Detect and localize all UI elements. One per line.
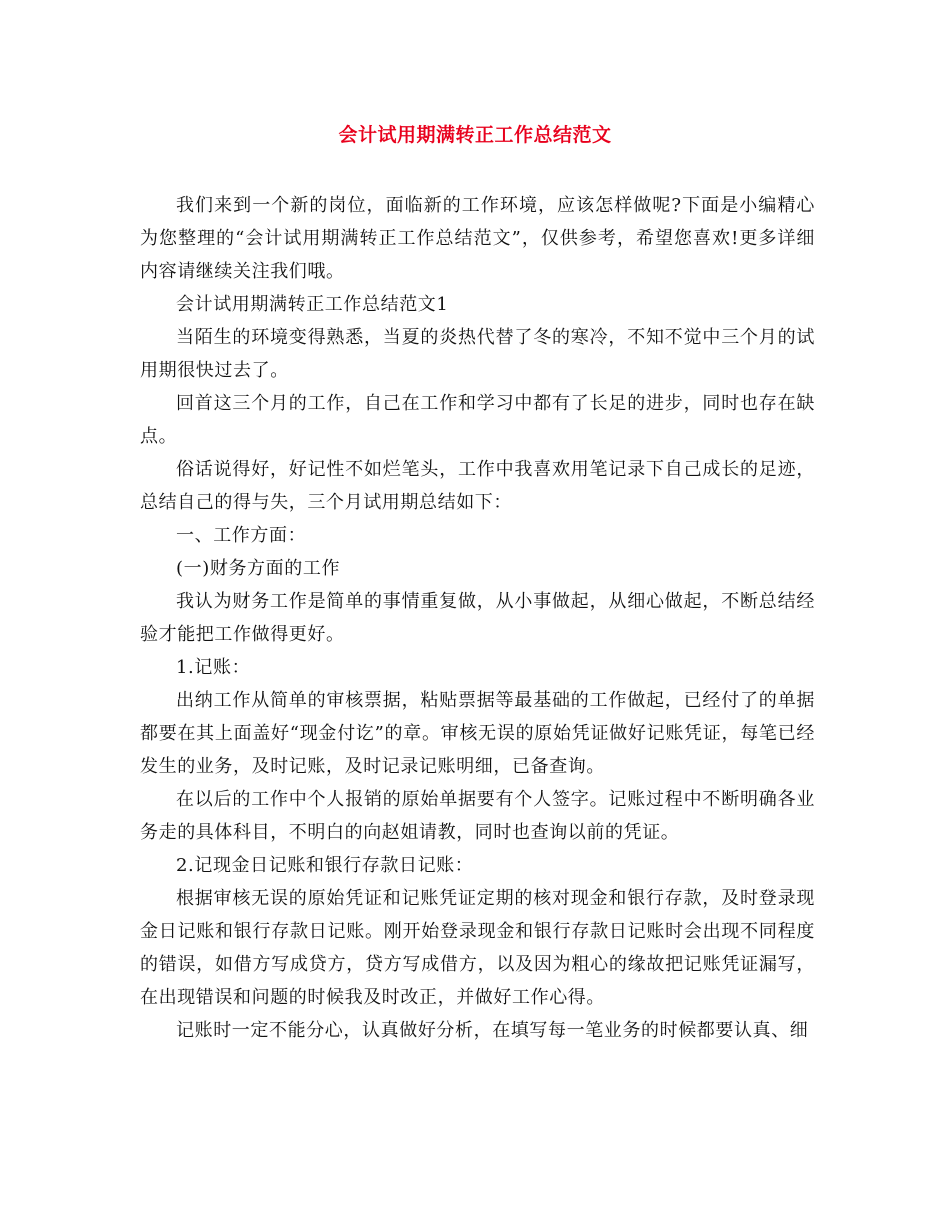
document-title: 会计试用期满转正工作总结范文 bbox=[338, 124, 612, 146]
subsection-heading: (一)财务方面的工作 bbox=[176, 558, 341, 579]
paragraph: 我认为财务工作是简单的事情重复做，从小事做起，从细心做起，不断总结经验才能把工作做得更好。 bbox=[140, 591, 815, 645]
section-heading: 会计试用期满转正工作总结范文1 bbox=[176, 294, 449, 315]
paragraph: 我们来到一个新的岗位，面临新的工作环境，应该怎样做呢?下面是小编精心为您整理的“会计试用期满转正工作总结范文”，仅供参考，希望您喜欢!更多详细内容请继续关注我们哦。 bbox=[140, 195, 815, 282]
paragraph: 俗话说得好，好记性不如烂笔头，工作中我喜欢用笔记录下自己成长的足迹，总结自己的得与失，三个月试用期总结如下： bbox=[140, 459, 815, 513]
paragraph: 回首这三个月的工作，自己在工作和学习中都有了长足的进步，同时也存在缺点。 bbox=[140, 393, 815, 447]
document-body bbox=[140, 189, 815, 1047]
section-heading: 一、工作方面： bbox=[176, 525, 307, 546]
list-heading: 1.记账： bbox=[176, 657, 251, 678]
list-heading: 2.记现金日记账和银行存款日记账： bbox=[176, 855, 474, 876]
paragraph: 出纳工作从简单的审核票据，粘贴票据等最基础的工作做起，已经付了的单据都要在其上面盖好“现金付讫”的章。审核无误的原始凭证做好记账凭证，每笔已经发生的业务，及时记账，及时记录记账明细，已备查询。 bbox=[140, 690, 815, 777]
paragraph: 根据审核无误的原始凭证和记账凭证定期的核对现金和银行存款，及时登录现金日记账和银行存款日记账。刚开始登录现金和银行存款日记账时会出现不同程度的错误，如借方写成贷方，贷方写成借方，以及因为粗心的缘故把记账凭证漏写，在出现错误和问题的时候我及时改正，并做好工作心得。 bbox=[140, 888, 815, 1008]
paragraph: 记账时一定不能分心，认真做好分析，在填写每一笔业务的时候都要认真、细 bbox=[176, 1020, 809, 1041]
paragraph: 当陌生的环境变得熟悉，当夏的炎热代替了冬的寒冷，不知不觉中三个月的试用期很快过去了。 bbox=[140, 327, 815, 381]
paragraph: 在以后的工作中个人报销的原始单据要有个人签字。记账过程中不断明确各业务走的具体科目，不明白的向赵姐请教，同时也查询以前的凭证。 bbox=[140, 789, 815, 843]
